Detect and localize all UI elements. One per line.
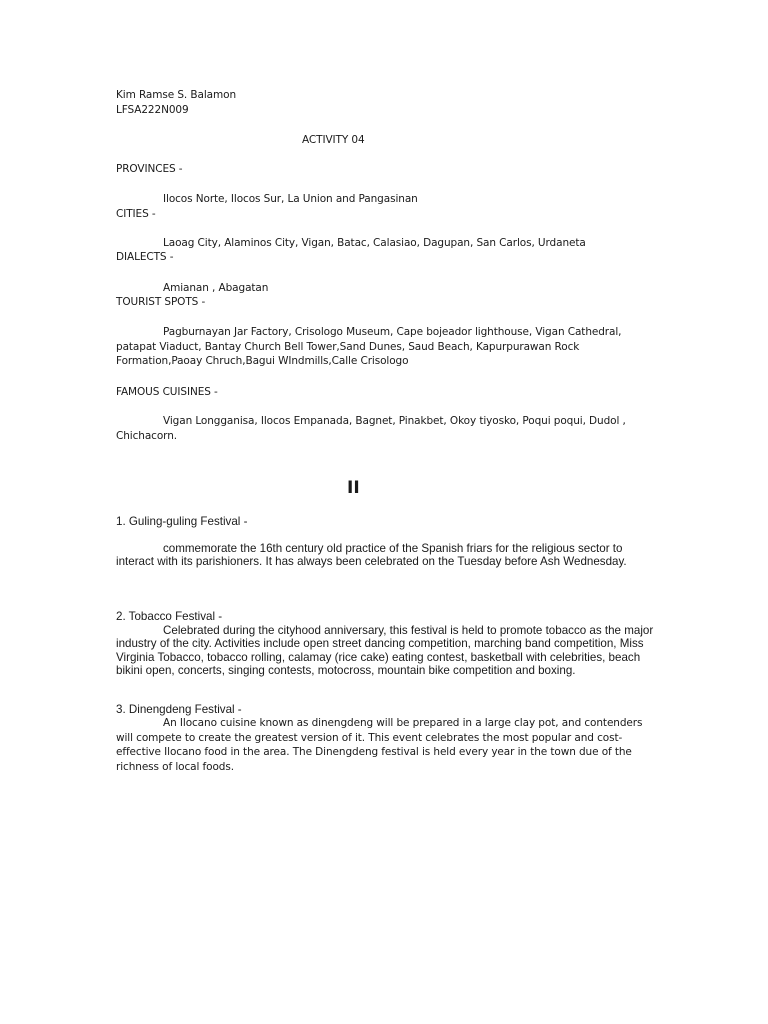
cities-label: CITIES - — [116, 208, 156, 220]
tourist-spots-line-3: Formation,Paoay Chruch,Bagui WIndmills,Calle Crisologo — [116, 355, 409, 367]
cuisines-line-2: Chichacorn. — [116, 430, 177, 442]
student-id: LFSA222N009 — [116, 104, 189, 116]
tourist-spots-line-1: Pagburnayan Jar Factory, Crisologo Museum, Cape bojeador lighthouse, Vigan Cathedral, — [163, 326, 622, 338]
provinces-text: Ilocos Norte, Ilocos Sur, La Union and Pangasinan — [163, 193, 418, 205]
tourist-spots-line-2: patapat Viaduct, Bantay Church Bell Tower,Sand Dunes, Saud Beach, Kapurpurawan Rock — [116, 341, 580, 353]
festival-3-body: An Ilocano cuisine known as dinengdeng will be prepared in a large clay pot, and contenders will compete to create the greatest version of it. This event celebrates the most popular and cost-effective Ilocano food in the area. The Dinengdeng festival is held every year in the town due of the richness of local foods. — [116, 717, 643, 773]
festival-3-title: 3. Dinengdeng Festival - — [116, 703, 242, 716]
festival-1-text — [116, 542, 656, 569]
tourist-spots-label: TOURIST SPOTS - — [116, 296, 206, 308]
festival-3-text — [116, 716, 652, 774]
dialects-label: DIALECTS - — [116, 251, 174, 263]
activity-title: ACTIVITY 04 — [302, 134, 365, 146]
dialects-text: Amianan , Abagatan — [163, 282, 269, 294]
festival-2-title: 2. Tobacco Festival - — [116, 610, 223, 623]
festival-1-body: commemorate the 16th century old practice of the Spanish friars for the religious sector to interact with its parishioners. It has always been celebrated on the Tuesday before Ash Wednesday. — [116, 542, 627, 569]
cuisines-line-1: Vigan Longganisa, Ilocos Empanada, Bagnet, Pinakbet, Okoy tiyosko, Poqui poqui, Dudol , — [163, 415, 626, 427]
festival-1-title: 1. Guling-guling Festival - — [116, 515, 248, 528]
festival-2-body: Celebrated during the cityhood anniversary, this festival is held to promote tobacco as the major industry of the city. Activities include open street dancing competition, marching band competition, Miss Virginia Tobacco, tobacco rolling, calamay (rice cake) eating contest, basketball with celebrities, beach bikini open, concerts, singing contests, motocross, mountain bike competition and boxing. — [116, 624, 654, 677]
section-heading: II — [347, 478, 360, 498]
cuisines-label: FAMOUS CUISINES - — [116, 386, 218, 398]
student-name: Kim Ramse S. Balamon — [116, 89, 237, 101]
festival-2-text — [116, 624, 656, 677]
provinces-label: PROVINCES - — [116, 163, 183, 175]
cities-text: Laoag City, Alaminos City, Vigan, Batac, Calasiao, Dagupan, San Carlos, Urdaneta — [163, 237, 586, 249]
